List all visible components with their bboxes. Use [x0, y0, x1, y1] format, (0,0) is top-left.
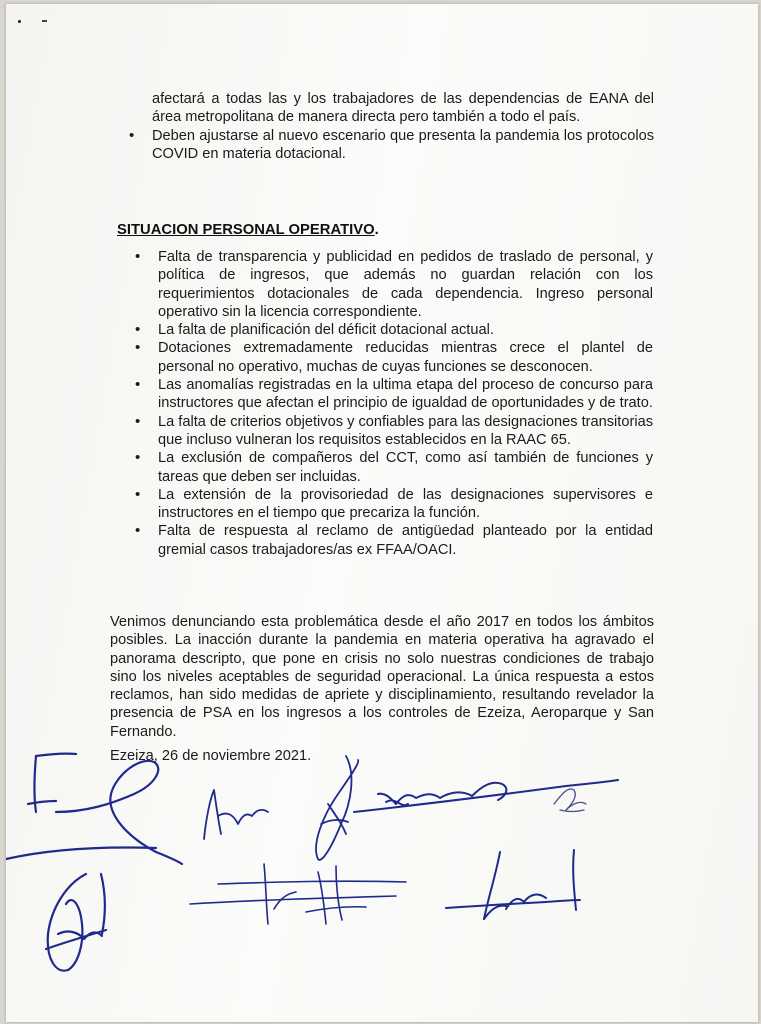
- list-item: • La exclusión de compañeros del CCT, como así también de funciones y tareas que deben ser incluidas.: [158, 449, 653, 486]
- list-item: • La falta de planificación del déficit dotacional actual.: [158, 321, 653, 339]
- list-item: • Falta de transparencia y publicidad en pedidos de traslado de personal, y política de ingresos, que además no guardan relación con los requerimientos dotacionales de cada dependencia. Ingreso personal operativo sin la licencia correspondiente.: [158, 248, 653, 321]
- list-item: • La extensión de la provisoriedad de las designaciones supervisores e instructores en el tiempo que precariza la función.: [158, 486, 653, 523]
- section-heading: SITUACION PERSONAL OPERATIVO.: [117, 222, 379, 238]
- intro-line: afectará a todas las y los trabajadores de las dependencias de EANA del área metropolitana de manera directa pero también a todo el país.: [152, 91, 654, 126]
- document-page: [6, 4, 758, 1022]
- list-item: • Las anomalías registradas en la ultima etapa del proceso de concurso para instructores que afectan el principio de igualdad de oportunidades y de trato.: [158, 376, 653, 413]
- list-item: • La falta de criterios objetivos y confiables para las designaciones transitorias que incluso vulneran los requisitos establecidos en la RAAC 65.: [158, 413, 653, 450]
- signature-8: [446, 850, 580, 919]
- signature-6: [46, 874, 106, 971]
- signature-5: [554, 789, 586, 812]
- signature-7: [190, 864, 406, 924]
- list-item: • Deben ajustarse al nuevo escenario que presenta la pandemia los protocolos COVID en materia dotacional.: [152, 127, 654, 164]
- date-line: Ezeiza, 26 de noviembre 2021.: [110, 748, 312, 764]
- signature-3: [316, 756, 358, 860]
- signatures-area: [6, 4, 758, 1022]
- signature-1: [6, 754, 182, 864]
- signature-4: [354, 780, 618, 812]
- closing-paragraph: Venimos denunciando esta problemática desde el año 2017 en todos los ámbitos posibles. La inacción durante la pandemia en materia operativa ha agravado el panorama descripto, que pone en crisis no solo nuestras condiciones de trabajo sino los niveles aceptables de seguridad operacional. La única respuesta a estos reclamos, han sido medidas de apriete y disciplinamiento, resultando revelador la presencia de PSA en los ingresos a los controles de Ezeiza, Aeroparque y San Fernando.: [110, 614, 654, 740]
- list-item: • Falta de respuesta al reclamo de antigüedad planteado por la entidad gremial casos trabajadores/as ex FFAA/OACI.: [158, 522, 653, 559]
- signature-2: [204, 790, 268, 839]
- list-item: • Dotaciones extremadamente reducidas mientras crece el plantel de personal no operativo, muchas de cuyas funciones se desconocen.: [158, 339, 653, 376]
